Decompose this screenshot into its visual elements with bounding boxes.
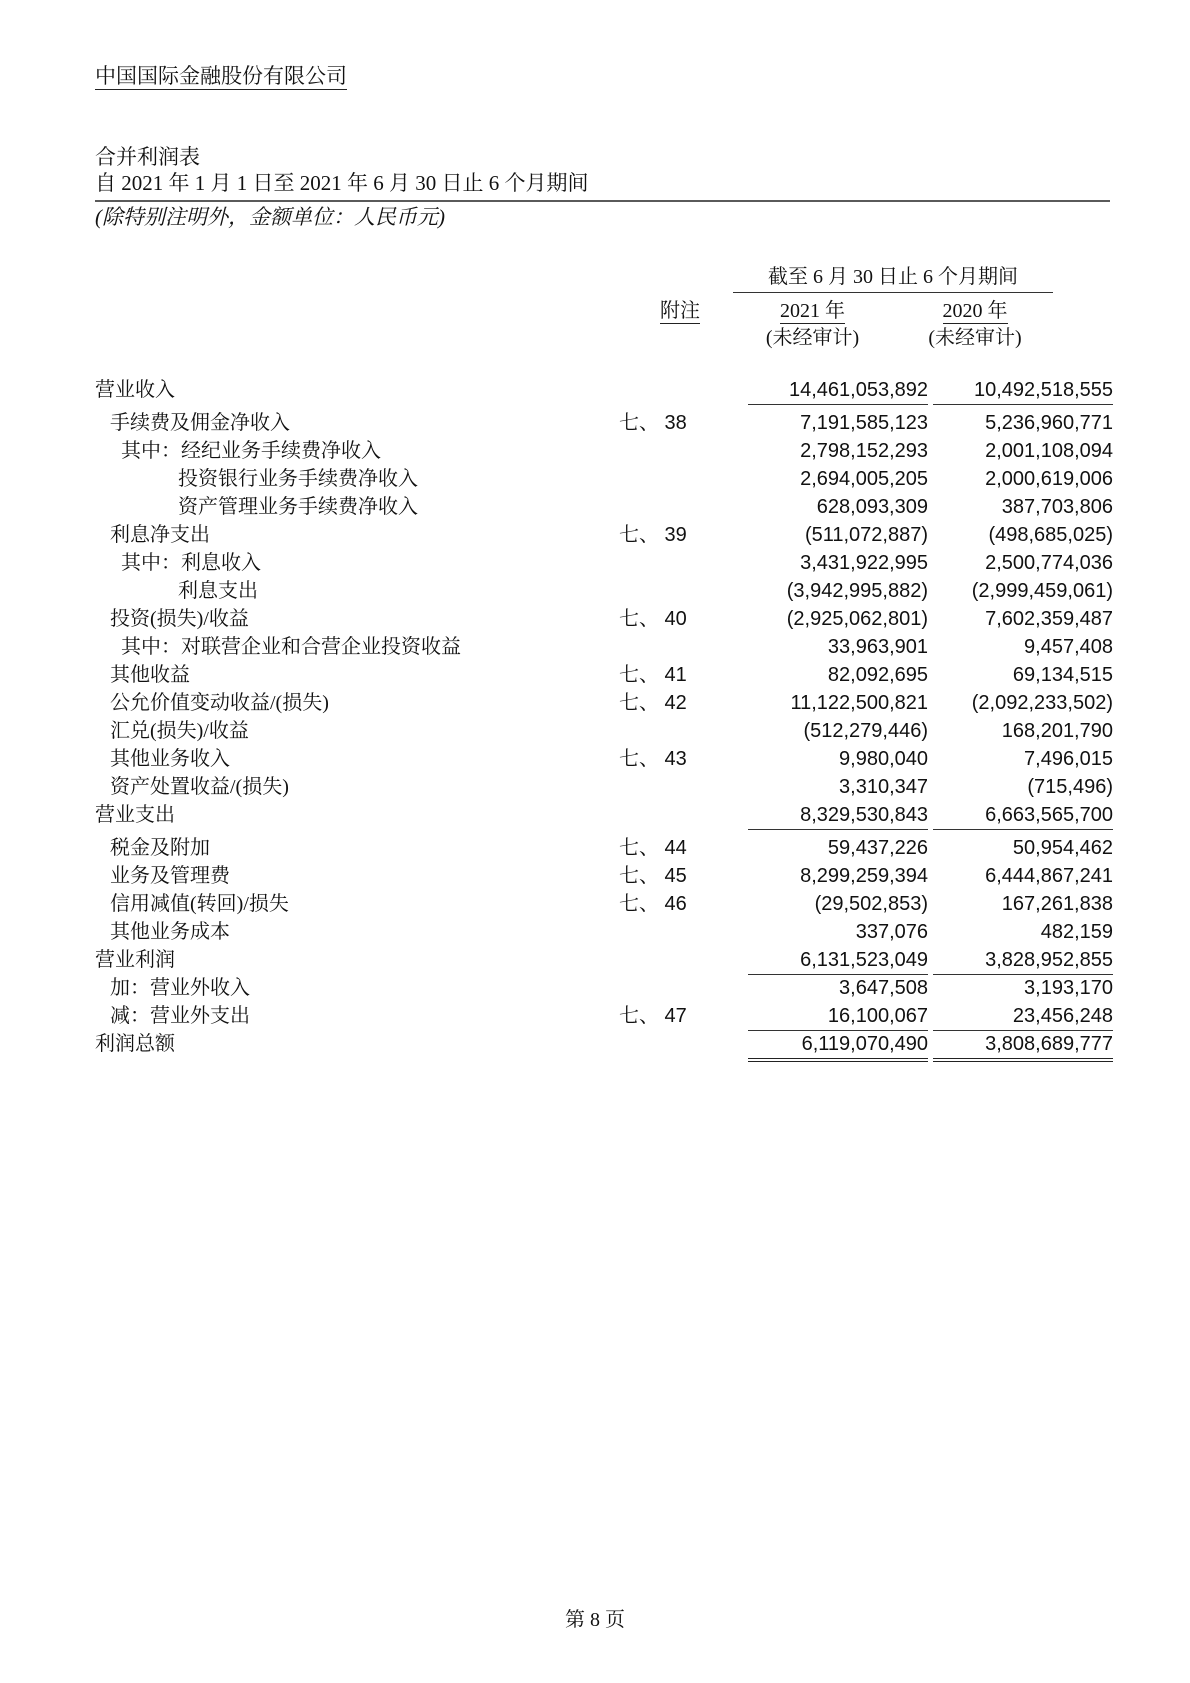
row-label: 信用减值(转回)/损失 [110,893,289,915]
table-row-operating-income [0,376,1190,404]
row-value-2020: 9,457,408 [1024,636,1113,658]
row-label: 营业支出 [95,804,175,826]
row-label: 利润总额 [95,1033,175,1055]
statement-title: 合并利润表 [95,145,200,169]
year-2020-column-header [900,297,1050,325]
table-row-operating-profit [0,946,1190,974]
row-value-2020: 7,496,015 [1024,748,1113,770]
table-row-investment-banking-fee-income [0,465,1190,493]
row-value-2020: 167,261,838 [1001,893,1113,915]
row-value-2021: 82,092,695 [827,664,928,686]
row-value-2021: (2,925,062,801) [786,608,928,630]
table-row-business-admin-expenses [0,862,1190,890]
row-value-2021: 3,310,347 [839,776,928,798]
row-value-2021: 8,299,259,394 [800,865,928,887]
row-note [619,376,694,404]
row-value-2020: 2,500,774,036 [985,552,1113,574]
table-row-investment-loss-gain [0,605,1190,633]
row-note [619,773,694,801]
table-row-operating-expenses [0,801,1190,829]
row-value-2020: 6,444,867,241 [985,865,1113,887]
income-statement-table [0,376,1190,1058]
table-row-fair-value-change [0,689,1190,717]
row-note: 七、 39 [619,524,687,546]
row-note [619,465,694,493]
table-row-asset-disposal-gain-loss [0,773,1190,801]
row-value-2021: 9,980,040 [839,748,928,770]
table-row-interest-income [0,549,1190,577]
row-note: 七、 41 [619,664,687,686]
row-value-2020: (498,685,025) [988,524,1113,546]
company-name-text: 中国国际金融股份有限公司 [95,64,347,88]
row-value-2020: 7,602,359,487 [985,608,1113,630]
row-label: 减：营业外支出 [110,1005,250,1027]
table-row-fee-commission-income [0,409,1190,437]
row-value-2021: 6,131,523,049 [748,946,928,975]
page-number: 第 8 页 [565,1609,625,1631]
row-label: 营业收入 [95,379,175,401]
row-value-2020: 387,703,806 [1001,496,1113,518]
column-group-header: 截至 6 月 30 日止 6 个月期间 [768,266,1018,288]
row-note: 七、 38 [619,412,687,434]
row-value-2021: 2,694,005,205 [800,468,928,490]
table-row-asset-management-fee-income [0,493,1190,521]
table-row-non-operating-income [0,974,1190,1002]
table-row-net-interest-expense [0,521,1190,549]
row-note [619,577,694,605]
row-label: 其中：利息收入 [121,552,261,574]
row-value-2020: 2,001,108,094 [985,440,1113,462]
row-label: 投资(损失)/收益 [110,608,249,630]
year-2020-header-text: 2020 年 [942,300,1008,322]
row-value-2020: 50,954,462 [1012,837,1113,859]
row-note: 七、 46 [619,893,687,915]
company-name [95,62,347,90]
row-note [619,801,694,829]
row-note: 七、 40 [619,608,687,630]
row-value-2021: 59,437,226 [827,837,928,859]
row-value-2020: 69,134,515 [1012,664,1113,686]
row-value-2020: (2,092,233,502) [971,692,1113,714]
row-label: 营业利润 [95,949,175,971]
row-note [619,1030,694,1058]
row-value-2020: (715,496) [1027,776,1113,798]
row-note [619,633,694,661]
row-value-2021: (29,502,853) [814,893,928,915]
row-value-2021: 14,461,053,892 [748,376,928,405]
row-note [619,717,694,745]
row-note [619,918,694,946]
unaudited-label-2021: (未经审计) [765,327,860,349]
row-label: 业务及管理费 [110,865,230,887]
row-label: 手续费及佣金净收入 [110,412,290,434]
row-value-2021: 337,076 [855,921,928,943]
row-value-2021: 6,119,070,490 [748,1030,928,1062]
year-2021-column-header [740,297,885,325]
row-note: 七、 44 [619,837,687,859]
row-label: 资产管理业务手续费净收入 [178,496,418,518]
row-label: 加：营业外收入 [110,977,250,999]
row-value-2020: 482,159 [1040,921,1113,943]
row-label: 其他业务成本 [110,921,230,943]
currency-unit-note: (除特别注明外，金额单位：人民币元) [95,205,445,229]
table-row-interest-expense [0,577,1190,605]
row-label: 汇兑(损失)/收益 [110,720,249,742]
row-label: 利息净支出 [110,524,210,546]
row-value-2020: 3,828,952,855 [933,946,1113,975]
table-row-taxes-surcharges [0,834,1190,862]
row-label: 税金及附加 [110,837,210,859]
row-value-2020: 6,663,565,700 [933,801,1113,830]
table-row-exchange-loss-gain [0,717,1190,745]
row-value-2021: 7,191,585,123 [800,412,928,434]
table-row-total-profit [0,1030,1190,1058]
row-note: 七、 45 [619,865,687,887]
row-label: 其他收益 [110,664,190,686]
row-note: 七、 43 [619,748,687,770]
row-value-2020: 23,456,248 [933,1002,1113,1031]
row-value-2021: (511,072,887) [804,524,928,546]
row-note [619,549,694,577]
row-note: 七、 42 [619,692,687,714]
row-note [619,437,694,465]
table-row-other-operating-costs [0,918,1190,946]
row-value-2021: 3,431,922,995 [800,552,928,574]
row-value-2020: (2,999,459,061) [971,580,1113,602]
row-value-2021: (512,279,446) [803,720,928,742]
row-value-2021: (3,942,995,882) [786,580,928,602]
row-value-2021: 8,329,530,843 [748,801,928,830]
table-row-credit-impairment [0,890,1190,918]
row-value-2021: 3,647,508 [839,977,928,999]
row-note [619,974,694,1002]
row-value-2021: 33,963,901 [827,636,928,658]
row-label: 其中：经纪业务手续费净收入 [121,440,381,462]
row-value-2020: 3,193,170 [1024,977,1113,999]
row-note: 七、 47 [619,1005,687,1027]
row-value-2020: 10,492,518,555 [933,376,1113,405]
row-label: 资产处置收益/(损失) [110,776,289,798]
row-value-2021: 628,093,309 [816,496,928,518]
table-row-associates-jv-investment-income [0,633,1190,661]
table-row-non-operating-expenses [0,1002,1190,1030]
row-label: 利息支出 [178,580,258,602]
row-value-2021: 11,122,500,821 [790,692,928,714]
row-label: 投资银行业务手续费净收入 [178,468,418,490]
note-column-header-text: 附注 [660,300,700,322]
row-value-2020: 168,201,790 [1001,720,1113,742]
table-row-other-gains [0,661,1190,689]
note-column-header [650,297,710,325]
row-label: 其中：对联营企业和合营企业投资收益 [121,636,461,658]
period-line: 自 2021 年 1 月 1 日至 2021 年 6 月 30 日止 6 个月期间 [95,169,1110,202]
row-note [619,946,694,974]
row-value-2020: 3,808,689,777 [933,1030,1113,1062]
row-label: 公允价值变动收益/(损失) [110,692,329,714]
year-2021-header-text: 2021 年 [780,300,845,322]
row-value-2021: 16,100,067 [748,1002,928,1031]
table-row-other-operating-income [0,745,1190,773]
row-note [619,493,694,521]
row-value-2021: 2,798,152,293 [800,440,928,462]
row-value-2020: 5,236,960,771 [985,412,1113,434]
column-group-rule [733,292,1053,293]
row-label: 其他业务收入 [110,748,230,770]
unaudited-label-2020: (未经审计) [928,327,1022,349]
table-row-brokerage-fee-income [0,437,1190,465]
row-value-2020: 2,000,619,006 [985,468,1113,490]
